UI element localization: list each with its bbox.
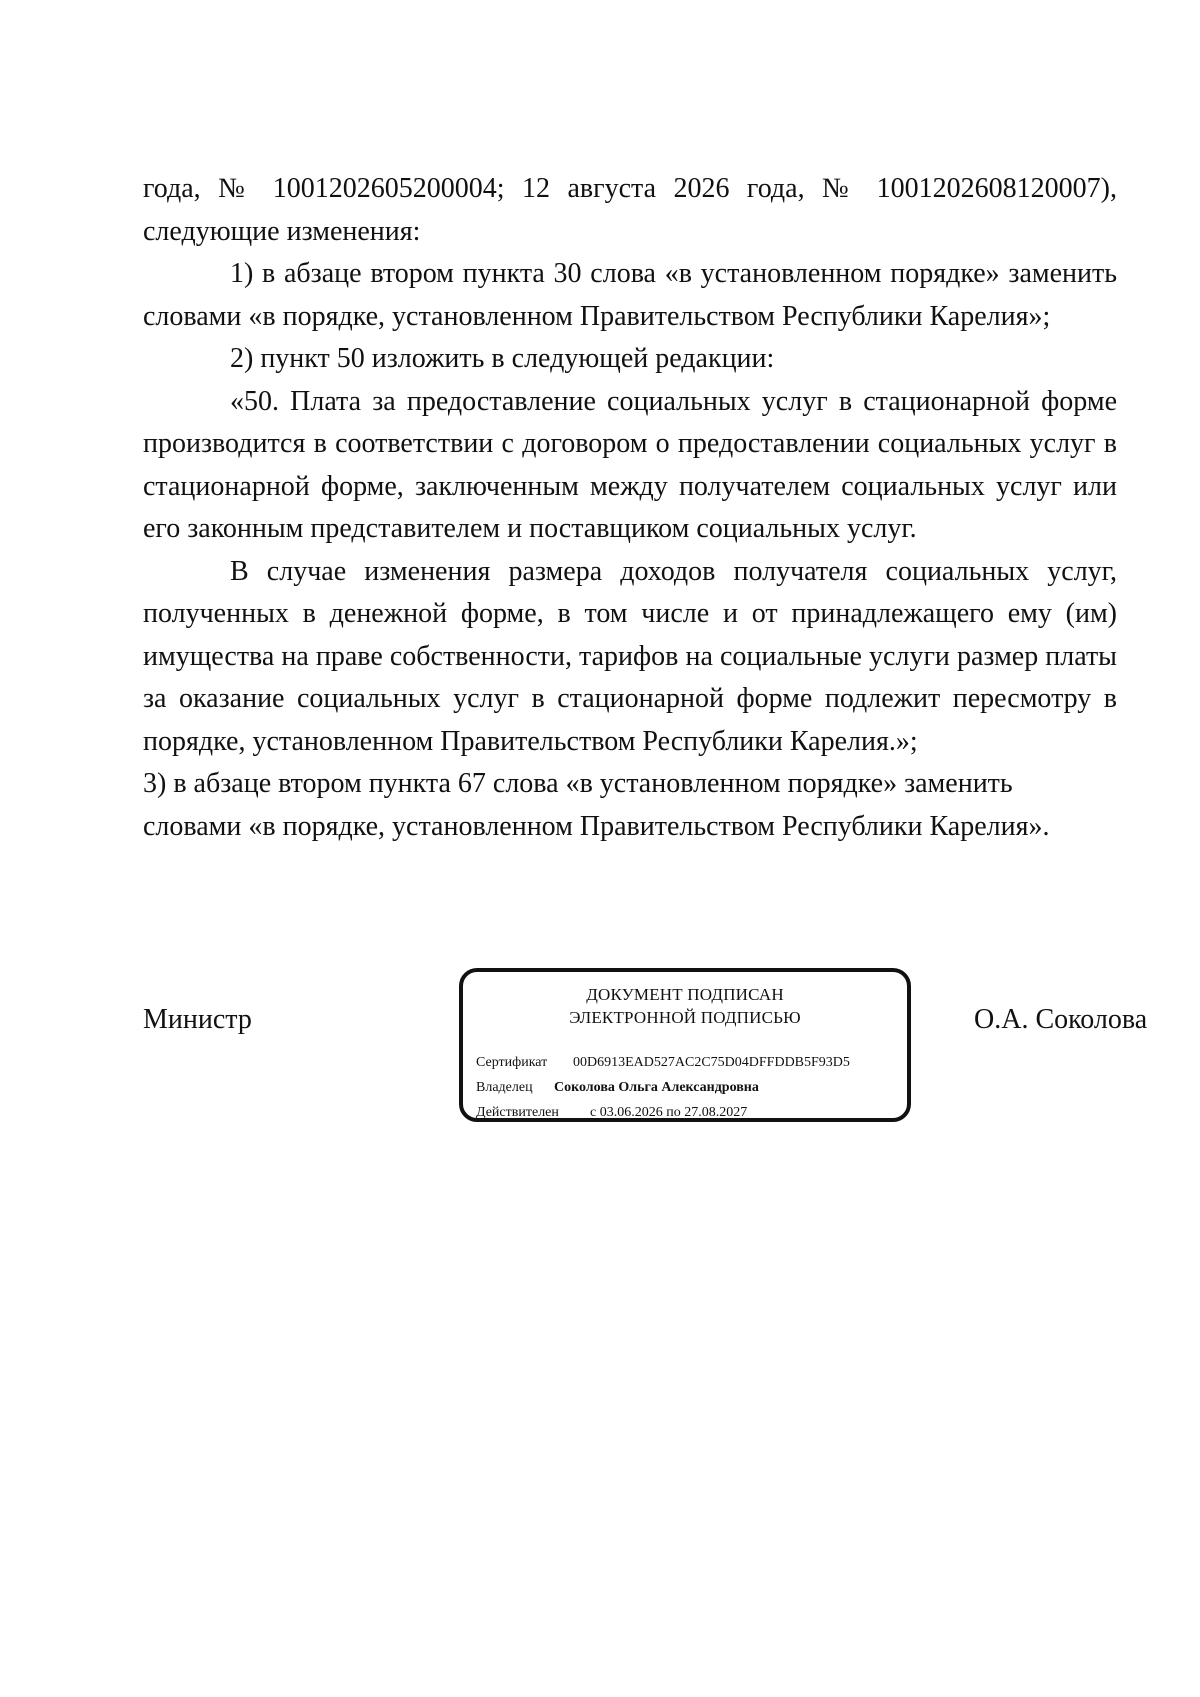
document-body [143, 168, 1117, 848]
stamp-owner-row [476, 1079, 759, 1097]
quoted-paragraph-50-second: В случае изменения размера доходов получателя социальных услуг, полученных в денежной форме, в том числе и от принадлежащего ему (им) имущества на праве собственности, тарифов на социальные услуги размер платы за оказание социальных услуг в стационарной форме подлежит пересмотру в порядке, установленном Правительством Республики Карелия.»; [143, 555, 1117, 757]
stamp-owner-value: Соколова Ольга Александровна [554, 1080, 759, 1095]
electronic-signature-stamp [459, 968, 911, 1122]
stamp-header [463, 983, 907, 1029]
quoted-paragraph-50: «50. Плата за предоставление социальных услуг в стационарной форме производится в соответствии с договором о предоставлении социальных услуг в стационарной форме, заключенным между получателем социальных услуг или его законным представителем и поставщиком социальных услуг. [143, 385, 1117, 544]
stamp-validity-row [476, 1104, 747, 1122]
stamp-validity-label: Действителен [476, 1105, 559, 1120]
paragraph-continuation [143, 168, 1117, 253]
signer-name: О.А. Соколова [974, 1004, 1148, 1035]
paragraph-line: следующие изменения: [143, 215, 421, 247]
amendment-item-2: 2) пункт 50 изложить в следующей редакции: [230, 343, 775, 374]
stamp-certificate-label: Сертификат [476, 1055, 548, 1070]
stamp-validity-value: с 03.06.2026 по 27.08.2027 [590, 1105, 748, 1120]
stamp-certificate-value: 00D6913EAD527AC2C75D04DFFDDB5F93D5 [573, 1055, 850, 1070]
stamp-header-line: ДОКУМЕНТ ПОДПИСАН [586, 985, 784, 1004]
signer-position: Министр [143, 1004, 252, 1035]
paragraph-line: словами «в порядке, установленном Правительством Республики Карелия». [143, 810, 1050, 842]
amendment-item-3 [143, 763, 1117, 848]
paragraph-line: года, № 1001202605200004; 12 августа 2026 года, № 1001202608120007), [143, 173, 1117, 204]
paragraph-line: 3) в абзаце втором пункта 67 слова «в установленном порядке» заменить [143, 768, 1013, 799]
stamp-header-line: ЭЛЕКТРОННОЙ ПОДПИСЬЮ [569, 1008, 801, 1027]
amendment-item-1: 1) в абзаце втором пункта 30 слова «в установленном порядке» заменить словами «в порядке, установленном Правительством Республики Карелия»; [143, 258, 1117, 332]
stamp-certificate-row [476, 1054, 850, 1072]
stamp-owner-label: Владелец [476, 1080, 533, 1095]
